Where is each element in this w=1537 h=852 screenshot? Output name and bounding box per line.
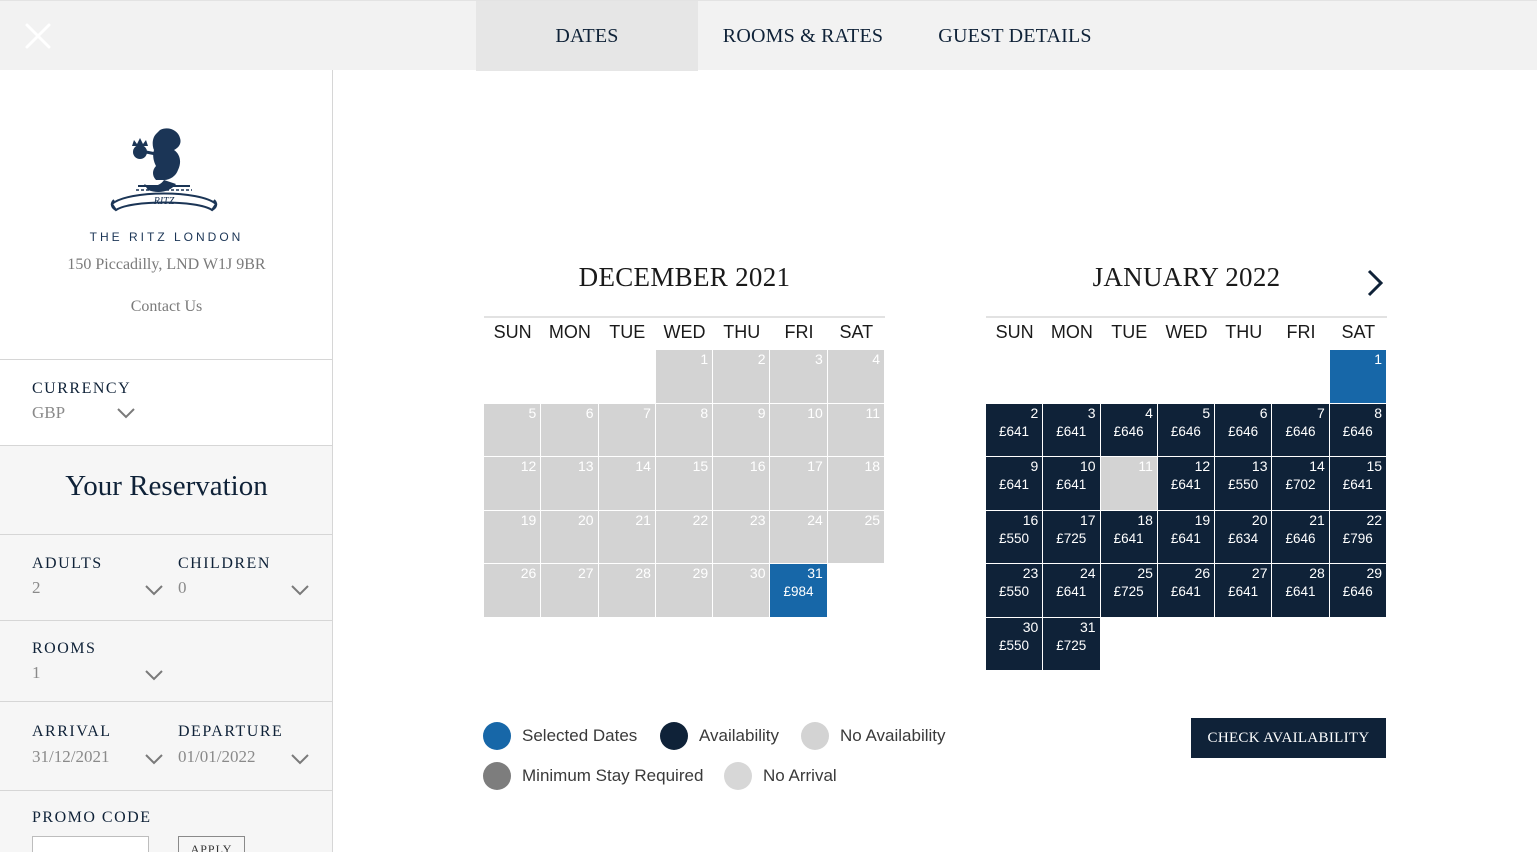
day-number: 16 xyxy=(749,458,766,474)
promo-code-section xyxy=(0,791,332,852)
tab-guest-details[interactable]: GUEST DETAILS xyxy=(938,24,1092,47)
calendar-empty-cell xyxy=(599,350,655,403)
calendar-day-cell[interactable] xyxy=(1043,511,1099,564)
calendar-day-cell[interactable] xyxy=(1043,564,1099,617)
reservation-heading-section xyxy=(0,446,332,535)
children-select[interactable]: 0 xyxy=(178,578,187,597)
calendar-day-cell[interactable] xyxy=(1043,404,1099,457)
calendar-day-cell xyxy=(656,404,712,457)
chevron-down-icon[interactable] xyxy=(145,668,163,680)
day-number: 15 xyxy=(1366,458,1383,474)
calendar-day-cell[interactable] xyxy=(1330,511,1386,564)
day-number: 18 xyxy=(1137,511,1153,528)
calendar-day-cell xyxy=(484,511,540,564)
legend-availability xyxy=(660,722,779,750)
calendar-day-cell xyxy=(541,404,597,457)
day-price: £641 xyxy=(1170,477,1201,492)
day-price: £634 xyxy=(1228,530,1259,546)
calendar-day-cell[interactable] xyxy=(1272,511,1328,564)
legend-label: No Arrival xyxy=(763,766,837,785)
contact-us-link[interactable]: Contact Us xyxy=(130,298,203,315)
chevron-down-icon[interactable] xyxy=(291,752,309,764)
day-number: 6 xyxy=(1259,404,1268,421)
day-number: 11 xyxy=(1138,458,1153,474)
calendar-day-cell xyxy=(828,404,884,457)
calendar-day-cell[interactable] xyxy=(1158,511,1214,564)
day-number: 13 xyxy=(578,458,594,474)
day-price: £550 xyxy=(1228,477,1259,492)
calendar-empty-cell xyxy=(1215,350,1271,403)
day-number: 21 xyxy=(1309,511,1325,528)
day-price: £646 xyxy=(1285,423,1316,439)
day-number: 4 xyxy=(872,351,881,367)
calendar-day-cell[interactable] xyxy=(986,564,1042,617)
calendar-empty-cell xyxy=(1043,350,1099,403)
day-price: £641 xyxy=(1056,584,1087,599)
calendar-january xyxy=(986,262,1387,670)
calendar-day-cell xyxy=(656,511,712,564)
calendar-day-cell xyxy=(656,564,712,617)
weekday-label: SUN xyxy=(995,322,1034,342)
departure-label: DEPARTURE xyxy=(178,723,284,740)
day-price: £550 xyxy=(998,637,1030,653)
calendar-month-title: JANUARY 2022 xyxy=(1092,262,1281,292)
calendar-day-cell xyxy=(770,350,826,403)
calendar-day-cell[interactable] xyxy=(986,618,1042,671)
adults-select[interactable]: 2 xyxy=(32,578,41,597)
tab-rooms-and-rates[interactable]: ROOMS & RATES xyxy=(722,24,884,47)
day-price: £641 xyxy=(1113,530,1144,546)
calendar-day-cell xyxy=(599,564,655,617)
calendar-day-cell[interactable] xyxy=(1272,564,1328,617)
day-number: 1 xyxy=(1374,351,1383,367)
legend-dot xyxy=(483,762,511,790)
calendar-day-cell xyxy=(541,564,597,617)
day-number: 31 xyxy=(807,565,823,581)
legend-dot xyxy=(724,762,752,790)
day-number: 22 xyxy=(1366,511,1383,528)
apply-promo-button[interactable]: APPLY xyxy=(178,836,245,852)
day-number: 24 xyxy=(1080,565,1096,581)
reservation-sidebar xyxy=(0,70,333,852)
calendar-day-cell xyxy=(828,457,884,510)
weekday-label: SAT xyxy=(839,322,874,342)
chevron-down-icon[interactable] xyxy=(117,406,135,418)
day-number: 8 xyxy=(1374,404,1383,421)
calendar-day-cell[interactable] xyxy=(1158,457,1214,510)
day-number: 9 xyxy=(1030,458,1039,474)
calendar-day-cell[interactable] xyxy=(1101,404,1157,457)
calendar-day-cell[interactable] xyxy=(1330,404,1386,457)
weekday-label: SUN xyxy=(493,322,532,342)
day-number: 19 xyxy=(1194,511,1211,528)
day-number: 27 xyxy=(1251,565,1268,581)
day-number: 4 xyxy=(1145,404,1153,421)
day-number: 14 xyxy=(1309,458,1325,474)
calendar-empty-cell xyxy=(986,350,1042,403)
calendar-december xyxy=(484,262,885,617)
calendar-day-cell xyxy=(713,564,769,617)
day-number: 1 xyxy=(700,351,709,367)
weekday-label: THU xyxy=(1225,322,1263,342)
day-number: 5 xyxy=(1202,404,1211,421)
rooms-section xyxy=(0,621,332,702)
day-number: 23 xyxy=(749,511,766,528)
calendar-day-grid xyxy=(986,350,1387,670)
adults-label: ADULTS xyxy=(32,555,103,572)
day-price: £725 xyxy=(1056,530,1087,546)
calendar-day-cell xyxy=(484,404,540,457)
calendar-day-cell[interactable] xyxy=(1101,511,1157,564)
day-price: £641 xyxy=(1285,584,1316,599)
day-price: £641 xyxy=(1056,477,1087,492)
calendar-day-cell xyxy=(713,511,769,564)
weekday-label: FRI xyxy=(784,322,814,342)
day-number: 12 xyxy=(520,458,537,474)
day-number: 28 xyxy=(635,565,651,581)
day-number: 20 xyxy=(1251,511,1268,528)
weekday-label: MON xyxy=(1050,322,1093,342)
legend-minimum-stay xyxy=(483,762,703,790)
day-number: 18 xyxy=(864,458,881,474)
children-label: CHILDREN xyxy=(178,555,271,572)
calendar-day-cell xyxy=(599,457,655,510)
calendar-day-cell xyxy=(599,404,655,457)
day-number: 11 xyxy=(865,404,881,421)
check-availability-button[interactable]: CHECK AVAILABILITY xyxy=(1191,718,1386,758)
day-number: 24 xyxy=(807,511,823,528)
calendar-day-cell xyxy=(770,404,826,457)
day-price: £725 xyxy=(1113,584,1144,599)
calendar-day-cell xyxy=(713,350,769,403)
day-price: £641 xyxy=(1170,530,1201,546)
currency-select[interactable]: GBP xyxy=(32,403,66,422)
calendar-day-cell[interactable] xyxy=(1330,564,1386,617)
day-number: 20 xyxy=(578,511,594,528)
calendar-day-cell xyxy=(828,350,884,403)
calendar-day-cell[interactable] xyxy=(1158,564,1214,617)
day-number: 3 xyxy=(814,351,823,367)
arrival-label: ARRIVAL xyxy=(32,723,112,740)
svg-text:RITZ: RITZ xyxy=(153,196,175,207)
weekday-label: WED xyxy=(1165,322,1208,342)
day-number: 27 xyxy=(578,565,594,581)
calendar-day-cell xyxy=(713,457,769,510)
day-number: 30 xyxy=(749,565,766,581)
legend-label: No Availability xyxy=(840,726,946,745)
weekday-label: TUE xyxy=(609,322,646,342)
day-number: 29 xyxy=(1366,565,1383,581)
day-number: 15 xyxy=(692,458,709,474)
ritz-lion-crest-logo xyxy=(108,124,220,220)
departure-date-field[interactable]: 01/01/2022 xyxy=(178,747,256,766)
hotel-name: THE RITZ LONDON xyxy=(89,230,244,244)
chevron-down-icon[interactable] xyxy=(145,583,163,595)
calendar-day-cell[interactable] xyxy=(1330,350,1386,403)
day-price: £646 xyxy=(1342,423,1373,439)
calendar-day-cell[interactable] xyxy=(1158,404,1214,457)
currency-label: CURRENCY xyxy=(32,380,132,397)
chevron-down-icon[interactable] xyxy=(291,583,309,595)
day-number: 2 xyxy=(757,351,766,367)
chevron-right-icon[interactable] xyxy=(1364,268,1386,298)
calendar-day-cell xyxy=(541,511,597,564)
day-number: 25 xyxy=(1137,565,1153,581)
day-number: 16 xyxy=(1022,511,1039,528)
calendar-day-cell xyxy=(541,457,597,510)
calendar-day-cell[interactable] xyxy=(1215,404,1271,457)
day-price: £550 xyxy=(998,584,1030,599)
day-number: 12 xyxy=(1194,458,1211,474)
legend-label: Availability xyxy=(699,726,780,745)
day-number: 6 xyxy=(585,404,594,421)
day-price: £646 xyxy=(1228,423,1259,439)
day-price: £641 xyxy=(1056,423,1087,439)
calendar-day-cell[interactable] xyxy=(1272,404,1328,457)
day-number: 17 xyxy=(807,458,823,474)
legend-dot xyxy=(801,722,829,750)
day-number: 9 xyxy=(757,404,766,421)
day-number: 25 xyxy=(864,511,881,528)
day-number: 21 xyxy=(635,511,651,528)
weekday-label: WED xyxy=(663,322,706,342)
stay-dates-section xyxy=(0,702,332,791)
calendar-day-cell xyxy=(713,404,769,457)
day-number: 26 xyxy=(1194,565,1211,581)
weekday-label: THU xyxy=(723,322,761,342)
legend-dot xyxy=(483,722,511,750)
calendar-empty-cell xyxy=(541,350,597,403)
calendar-day-cell[interactable] xyxy=(1043,457,1099,510)
day-number: 30 xyxy=(1022,618,1039,635)
day-number: 14 xyxy=(635,458,651,474)
weekday-label: FRI xyxy=(1286,322,1316,342)
legend-label: Selected Dates xyxy=(522,726,638,745)
day-number: 2 xyxy=(1030,404,1039,421)
calendar-empty-cell xyxy=(1272,350,1328,403)
day-number: 28 xyxy=(1309,565,1325,581)
weekday-label: SAT xyxy=(1341,322,1376,342)
day-number: 7 xyxy=(1316,404,1325,421)
calendar-day-grid xyxy=(484,350,885,617)
arrival-date-field[interactable]: 31/12/2021 xyxy=(32,747,110,766)
day-price: £984 xyxy=(783,584,814,599)
calendar-day-cell[interactable] xyxy=(1215,564,1271,617)
hotel-address: 150 Piccadilly, LND W1J 9BR xyxy=(67,256,266,273)
calendar-day-cell[interactable] xyxy=(986,404,1042,457)
day-number: 10 xyxy=(807,404,823,421)
calendar-day-cell xyxy=(484,564,540,617)
calendar-day-cell[interactable] xyxy=(1215,511,1271,564)
day-price: £646 xyxy=(1170,423,1201,439)
calendar-day-cell xyxy=(770,457,826,510)
rooms-select[interactable]: 1 xyxy=(32,663,41,682)
reservation-title: Your Reservation xyxy=(65,470,268,502)
day-price: £641 xyxy=(998,477,1030,492)
day-price: £641 xyxy=(998,423,1030,439)
weekday-label: MON xyxy=(548,322,591,342)
day-number: 17 xyxy=(1080,511,1096,528)
calendar-day-cell xyxy=(656,350,712,403)
promo-code-label: PROMO CODE xyxy=(32,809,152,826)
calendar-empty-cell xyxy=(1101,350,1157,403)
calendar-day-cell xyxy=(656,457,712,510)
calendar-day-cell[interactable] xyxy=(1215,457,1271,510)
day-price: £646 xyxy=(1285,530,1316,546)
day-number: 19 xyxy=(520,511,537,528)
calendar-empty-cell xyxy=(484,350,540,403)
day-number: 10 xyxy=(1080,458,1096,474)
day-price: £550 xyxy=(998,530,1030,546)
day-number: 3 xyxy=(1087,404,1096,421)
calendar-empty-cell xyxy=(1158,350,1214,403)
legend-dot xyxy=(660,722,688,750)
day-number: 13 xyxy=(1251,458,1268,474)
booking-steps-tabs xyxy=(476,1,1122,71)
day-number: 22 xyxy=(692,511,709,528)
rooms-label: ROOMS xyxy=(32,640,97,657)
calendar-day-cell[interactable] xyxy=(770,564,826,617)
day-price: £796 xyxy=(1342,530,1373,546)
currency-section xyxy=(0,360,332,446)
legend-selected-dates xyxy=(483,722,637,750)
calendar-day-cell[interactable] xyxy=(1043,618,1099,671)
guests-section xyxy=(0,535,332,621)
weekday-header-row xyxy=(986,318,1387,350)
day-number: 23 xyxy=(1022,565,1039,581)
top-bar xyxy=(0,0,1537,70)
calendar-day-cell[interactable] xyxy=(986,457,1042,510)
day-number: 5 xyxy=(528,404,537,421)
chevron-down-icon[interactable] xyxy=(145,752,163,764)
day-price: £725 xyxy=(1056,637,1087,653)
day-price: £702 xyxy=(1285,477,1316,492)
weekday-label: TUE xyxy=(1111,322,1148,342)
promo-code-input[interactable] xyxy=(32,836,149,852)
day-price: £646 xyxy=(1342,584,1373,599)
day-price: £641 xyxy=(1228,584,1259,599)
calendar-day-cell[interactable] xyxy=(1101,564,1157,617)
calendar-day-cell[interactable] xyxy=(1272,457,1328,510)
calendar-day-cell[interactable] xyxy=(1330,457,1386,510)
day-number: 29 xyxy=(692,565,709,581)
legend-no-arrival xyxy=(724,762,837,790)
calendar-day-cell[interactable] xyxy=(986,511,1042,564)
calendar-day-cell xyxy=(828,511,884,564)
day-price: £641 xyxy=(1342,477,1373,492)
day-number: 26 xyxy=(520,565,537,581)
day-number: 31 xyxy=(1080,618,1096,635)
close-icon[interactable] xyxy=(22,20,54,52)
calendar-month-title: DECEMBER 2021 xyxy=(578,262,791,292)
weekday-header-row xyxy=(484,318,885,350)
tab-dates[interactable]: DATES xyxy=(476,1,698,71)
day-number: 8 xyxy=(700,404,709,421)
calendar-day-cell xyxy=(770,511,826,564)
calendar-day-cell xyxy=(599,511,655,564)
calendar-day-cell xyxy=(484,457,540,510)
day-price: £641 xyxy=(1170,584,1201,599)
legend-no-availability xyxy=(801,722,946,750)
day-number: 7 xyxy=(643,404,651,421)
day-price: £646 xyxy=(1113,423,1144,439)
calendar-day-cell xyxy=(1101,457,1157,510)
hotel-brand-block xyxy=(0,70,332,360)
legend-label: Minimum Stay Required xyxy=(522,766,704,785)
